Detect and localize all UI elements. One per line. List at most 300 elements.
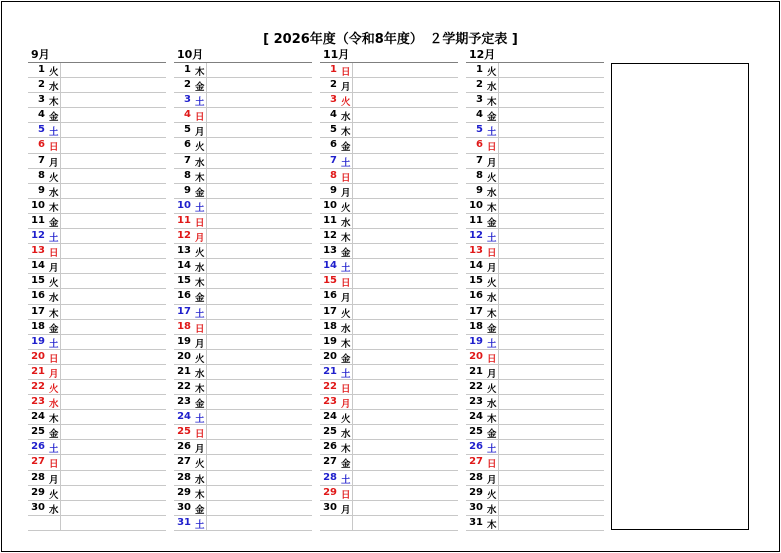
column-divider xyxy=(352,123,353,137)
column-divider xyxy=(352,320,353,334)
day-number: 23 xyxy=(323,396,337,408)
day-row xyxy=(466,199,604,214)
column-divider xyxy=(498,365,499,379)
column-divider xyxy=(206,138,207,152)
column-divider xyxy=(206,108,207,122)
day-row xyxy=(28,365,166,380)
day-row xyxy=(466,335,604,350)
weekday-label: 金 xyxy=(49,323,59,335)
column-divider xyxy=(352,154,353,168)
day-row xyxy=(174,93,312,108)
day-number: 22 xyxy=(31,380,45,392)
day-number: 20 xyxy=(177,350,191,362)
weekday-label: 水 xyxy=(195,474,205,486)
day-row xyxy=(174,259,312,274)
weekday-label: 金 xyxy=(195,82,205,94)
day-number: 4 xyxy=(38,109,45,121)
day-row xyxy=(28,154,166,169)
day-number: 17 xyxy=(31,305,45,317)
page-title: [ 2026年度（令和8年度） ２学期予定表 ] xyxy=(263,32,518,47)
day-number: 12 xyxy=(31,230,45,242)
weekday-label: 火 xyxy=(195,248,205,260)
column-divider xyxy=(206,199,207,213)
month-column-december xyxy=(466,48,604,531)
day-row xyxy=(320,350,458,365)
weekday-label: 木 xyxy=(487,519,497,531)
day-row xyxy=(466,229,604,244)
day-row xyxy=(320,108,458,123)
weekday-label: 水 xyxy=(49,82,59,94)
day-row xyxy=(28,108,166,123)
column-divider xyxy=(60,320,61,334)
day-number: 22 xyxy=(469,380,483,392)
day-number: 6 xyxy=(330,139,337,151)
weekday-label: 木 xyxy=(487,414,497,426)
day-row xyxy=(28,63,166,78)
day-number: 29 xyxy=(31,486,45,498)
day-number: 12 xyxy=(469,230,483,242)
day-number: 8 xyxy=(38,169,45,181)
day-row xyxy=(28,395,166,410)
day-row xyxy=(466,184,604,199)
weekday-label: 日 xyxy=(49,353,59,365)
column-divider xyxy=(352,425,353,439)
day-number: 10 xyxy=(323,199,337,211)
day-row xyxy=(320,244,458,259)
column-divider xyxy=(206,78,207,92)
day-row xyxy=(466,350,604,365)
day-number: 13 xyxy=(469,245,483,257)
column-divider xyxy=(60,108,61,122)
weekday-label: 金 xyxy=(487,429,497,441)
column-divider xyxy=(498,289,499,303)
day-row xyxy=(320,335,458,350)
column-divider xyxy=(206,440,207,454)
column-divider xyxy=(60,274,61,288)
day-number: 12 xyxy=(177,230,191,242)
day-number: 19 xyxy=(469,335,483,347)
column-divider xyxy=(498,154,499,168)
day-number: 5 xyxy=(184,124,191,136)
day-number: 2 xyxy=(330,79,337,91)
column-divider xyxy=(60,440,61,454)
day-row xyxy=(320,425,458,440)
column-divider xyxy=(498,395,499,409)
day-number: 27 xyxy=(469,456,483,468)
weekday-label: 月 xyxy=(49,263,59,275)
day-number: 30 xyxy=(323,501,337,513)
column-divider xyxy=(206,455,207,469)
weekday-label: 火 xyxy=(49,278,59,290)
column-divider xyxy=(206,471,207,485)
day-number: 15 xyxy=(469,275,483,287)
weekday-label: 木 xyxy=(49,414,59,426)
day-number: 21 xyxy=(323,365,337,377)
day-row xyxy=(320,259,458,274)
day-number: 18 xyxy=(323,320,337,332)
day-number: 18 xyxy=(469,320,483,332)
column-divider xyxy=(206,425,207,439)
day-number: 1 xyxy=(476,64,483,75)
weekday-label: 土 xyxy=(341,157,351,169)
day-row xyxy=(174,410,312,425)
column-divider xyxy=(498,335,499,349)
day-row xyxy=(320,395,458,410)
column-divider xyxy=(60,395,61,409)
day-list xyxy=(466,63,604,531)
day-number: 14 xyxy=(323,260,337,272)
day-row xyxy=(466,154,604,169)
day-row xyxy=(28,229,166,244)
day-number: 10 xyxy=(469,199,483,211)
day-number: 24 xyxy=(323,411,337,423)
day-row xyxy=(320,320,458,335)
day-number: 4 xyxy=(330,109,337,121)
day-row xyxy=(28,169,166,184)
day-number: 21 xyxy=(469,365,483,377)
column-divider xyxy=(60,516,61,530)
day-number: 19 xyxy=(177,335,191,347)
column-divider xyxy=(498,259,499,273)
day-number: 16 xyxy=(323,290,337,302)
weekday-label: 土 xyxy=(195,202,205,214)
day-number: 2 xyxy=(476,79,483,91)
column-divider xyxy=(206,365,207,379)
weekday-label: 金 xyxy=(49,112,59,124)
day-row xyxy=(174,289,312,304)
day-number: 20 xyxy=(323,350,337,362)
day-row xyxy=(320,123,458,138)
weekday-label: 火 xyxy=(487,278,497,290)
day-number: 10 xyxy=(31,199,45,211)
weekday-label: 月 xyxy=(341,82,351,94)
column-divider xyxy=(60,471,61,485)
column-divider xyxy=(60,93,61,107)
day-number: 29 xyxy=(177,486,191,498)
day-row xyxy=(466,501,604,516)
day-row xyxy=(466,440,604,455)
column-divider xyxy=(498,229,499,243)
day-number: 30 xyxy=(177,501,191,513)
column-divider xyxy=(498,501,499,515)
day-number: 11 xyxy=(469,214,483,226)
day-row xyxy=(466,123,604,138)
day-number: 21 xyxy=(177,365,191,377)
weekday-label: 土 xyxy=(49,338,59,350)
weekday-label: 金 xyxy=(49,429,59,441)
weekday-label: 火 xyxy=(341,202,351,214)
day-row xyxy=(466,93,604,108)
column-divider xyxy=(206,229,207,243)
column-divider xyxy=(352,229,353,243)
column-divider xyxy=(60,455,61,469)
weekday-label: 木 xyxy=(195,67,205,78)
day-row xyxy=(320,501,458,516)
day-list xyxy=(28,63,166,531)
column-divider xyxy=(352,199,353,213)
day-number: 26 xyxy=(323,441,337,453)
weekday-label: 月 xyxy=(195,444,205,456)
column-divider xyxy=(60,305,61,319)
column-divider xyxy=(206,305,207,319)
day-number: 8 xyxy=(330,169,337,181)
day-row xyxy=(320,63,458,78)
column-divider xyxy=(498,320,499,334)
day-number: 10 xyxy=(177,199,191,211)
weekday-label: 水 xyxy=(487,504,497,516)
column-divider xyxy=(60,123,61,137)
weekday-label: 日 xyxy=(49,459,59,471)
weekday-label: 日 xyxy=(341,67,351,78)
day-row xyxy=(320,154,458,169)
weekday-label: 木 xyxy=(49,97,59,109)
weekday-label: 月 xyxy=(49,368,59,380)
day-row xyxy=(28,199,166,214)
weekday-label: 火 xyxy=(49,383,59,395)
day-row xyxy=(466,259,604,274)
day-number: 28 xyxy=(177,471,191,483)
day-number: 5 xyxy=(330,124,337,136)
weekday-label: 火 xyxy=(341,414,351,426)
column-divider xyxy=(498,169,499,183)
weekday-label: 日 xyxy=(49,248,59,260)
day-row xyxy=(28,350,166,365)
column-divider xyxy=(498,63,499,77)
day-number: 18 xyxy=(31,320,45,332)
weekday-label: 木 xyxy=(195,489,205,501)
day-row xyxy=(320,289,458,304)
day-row xyxy=(174,380,312,395)
column-divider xyxy=(498,199,499,213)
day-number: 9 xyxy=(330,184,337,196)
weekday-label: 木 xyxy=(487,308,497,320)
day-number: 26 xyxy=(31,441,45,453)
day-number: 6 xyxy=(38,139,45,151)
weekday-label: 火 xyxy=(487,489,497,501)
day-row xyxy=(174,455,312,470)
weekday-label: 火 xyxy=(487,67,497,78)
day-row xyxy=(174,425,312,440)
day-row xyxy=(174,63,312,78)
day-number: 22 xyxy=(177,380,191,392)
weekday-label: 日 xyxy=(487,459,497,471)
weekday-label: 水 xyxy=(341,323,351,335)
weekday-label: 金 xyxy=(487,217,497,229)
day-row xyxy=(174,108,312,123)
day-number: 30 xyxy=(469,501,483,513)
day-number: 31 xyxy=(469,516,483,528)
day-number: 2 xyxy=(38,79,45,91)
column-divider xyxy=(498,425,499,439)
weekday-label: 木 xyxy=(341,233,351,245)
day-number: 7 xyxy=(330,154,337,166)
day-number: 9 xyxy=(184,184,191,196)
day-row xyxy=(320,440,458,455)
day-number: 3 xyxy=(184,94,191,106)
column-divider xyxy=(498,214,499,228)
day-number: 28 xyxy=(469,471,483,483)
day-number: 7 xyxy=(184,154,191,166)
column-divider xyxy=(60,138,61,152)
day-row xyxy=(174,395,312,410)
column-divider xyxy=(206,184,207,198)
day-row xyxy=(466,320,604,335)
column-divider xyxy=(206,501,207,515)
weekday-label: 土 xyxy=(487,233,497,245)
day-list xyxy=(320,63,458,531)
day-row xyxy=(174,440,312,455)
weekday-label: 土 xyxy=(195,519,205,531)
day-row xyxy=(28,486,166,501)
day-number: 15 xyxy=(31,275,45,287)
day-number: 27 xyxy=(323,456,337,468)
column-divider xyxy=(60,486,61,500)
column-divider xyxy=(352,63,353,77)
weekday-label: 日 xyxy=(487,248,497,260)
weekday-label: 水 xyxy=(341,112,351,124)
column-divider xyxy=(498,123,499,137)
weekday-label: 金 xyxy=(49,217,59,229)
weekday-label: 火 xyxy=(487,383,497,395)
weekday-label: 土 xyxy=(49,233,59,245)
day-row xyxy=(28,471,166,486)
day-number: 24 xyxy=(469,411,483,423)
day-row xyxy=(320,365,458,380)
day-row xyxy=(320,305,458,320)
weekday-label: 月 xyxy=(341,399,351,411)
column-divider xyxy=(206,516,207,530)
day-row xyxy=(28,244,166,259)
day-number: 14 xyxy=(177,260,191,272)
day-row xyxy=(174,138,312,153)
day-number: 16 xyxy=(469,290,483,302)
column-divider xyxy=(352,305,353,319)
day-row xyxy=(28,425,166,440)
weekday-label: 月 xyxy=(195,338,205,350)
day-number: 27 xyxy=(31,456,45,468)
column-divider xyxy=(352,501,353,515)
weekday-label: 日 xyxy=(487,142,497,154)
day-number: 15 xyxy=(323,275,337,287)
weekday-label: 土 xyxy=(195,414,205,426)
column-divider xyxy=(206,335,207,349)
day-row xyxy=(28,305,166,320)
notes-box[interactable] xyxy=(611,63,749,530)
day-number: 16 xyxy=(31,290,45,302)
day-number: 17 xyxy=(469,305,483,317)
column-divider xyxy=(60,229,61,243)
column-divider xyxy=(498,93,499,107)
column-divider xyxy=(60,350,61,364)
column-divider xyxy=(60,410,61,424)
day-row xyxy=(320,455,458,470)
day-row xyxy=(28,455,166,470)
day-number: 7 xyxy=(38,154,45,166)
day-number: 12 xyxy=(323,230,337,242)
column-divider xyxy=(352,78,353,92)
weekday-label: 水 xyxy=(487,399,497,411)
column-divider xyxy=(498,274,499,288)
weekday-label: 日 xyxy=(195,112,205,124)
column-divider xyxy=(60,169,61,183)
weekday-label: 土 xyxy=(195,308,205,320)
day-row xyxy=(466,108,604,123)
month-label: 11月 xyxy=(320,48,458,63)
weekday-label: 水 xyxy=(195,157,205,169)
day-number: 8 xyxy=(476,169,483,181)
weekday-label: 水 xyxy=(49,187,59,199)
weekday-label: 金 xyxy=(487,323,497,335)
weekday-label: 日 xyxy=(341,489,351,501)
day-row xyxy=(174,78,312,93)
weekday-label: 金 xyxy=(341,142,351,154)
column-divider xyxy=(498,184,499,198)
day-row xyxy=(174,154,312,169)
day-number: 9 xyxy=(476,184,483,196)
day-row xyxy=(466,289,604,304)
weekday-label: 金 xyxy=(195,504,205,516)
weekday-label: 木 xyxy=(195,278,205,290)
column-divider xyxy=(352,486,353,500)
weekday-label: 日 xyxy=(195,429,205,441)
day-number: 20 xyxy=(469,350,483,362)
column-divider xyxy=(60,63,61,77)
column-divider xyxy=(206,380,207,394)
weekday-label: 月 xyxy=(49,157,59,169)
weekday-label: 土 xyxy=(341,368,351,380)
column-divider xyxy=(498,380,499,394)
day-number: 25 xyxy=(31,426,45,438)
weekday-label: 日 xyxy=(487,353,497,365)
weekday-label: 木 xyxy=(341,338,351,350)
column-divider xyxy=(352,274,353,288)
day-row xyxy=(174,471,312,486)
day-row xyxy=(320,410,458,425)
day-number: 28 xyxy=(31,471,45,483)
day-row xyxy=(28,380,166,395)
column-divider xyxy=(60,199,61,213)
day-row xyxy=(466,365,604,380)
day-row xyxy=(28,501,166,516)
weekday-label: 水 xyxy=(195,263,205,275)
column-divider xyxy=(498,350,499,364)
month-label: 10月 xyxy=(174,48,312,63)
day-number: 23 xyxy=(31,396,45,408)
column-divider xyxy=(60,380,61,394)
column-divider xyxy=(498,305,499,319)
month-label: 9月 xyxy=(28,48,166,63)
day-number: 9 xyxy=(38,184,45,196)
weekday-label: 日 xyxy=(195,217,205,229)
weekday-label: 火 xyxy=(341,308,351,320)
day-row xyxy=(174,320,312,335)
month-column-november xyxy=(320,48,458,531)
day-row xyxy=(28,516,166,531)
day-row xyxy=(320,214,458,229)
day-row xyxy=(466,244,604,259)
weekday-label: 金 xyxy=(341,353,351,365)
column-divider xyxy=(498,78,499,92)
day-row xyxy=(28,410,166,425)
weekday-label: 金 xyxy=(195,399,205,411)
day-row xyxy=(28,184,166,199)
column-divider xyxy=(206,244,207,258)
weekday-label: 木 xyxy=(487,202,497,214)
weekday-label: 月 xyxy=(341,187,351,199)
day-row xyxy=(28,289,166,304)
day-number: 13 xyxy=(31,245,45,257)
day-row xyxy=(466,410,604,425)
